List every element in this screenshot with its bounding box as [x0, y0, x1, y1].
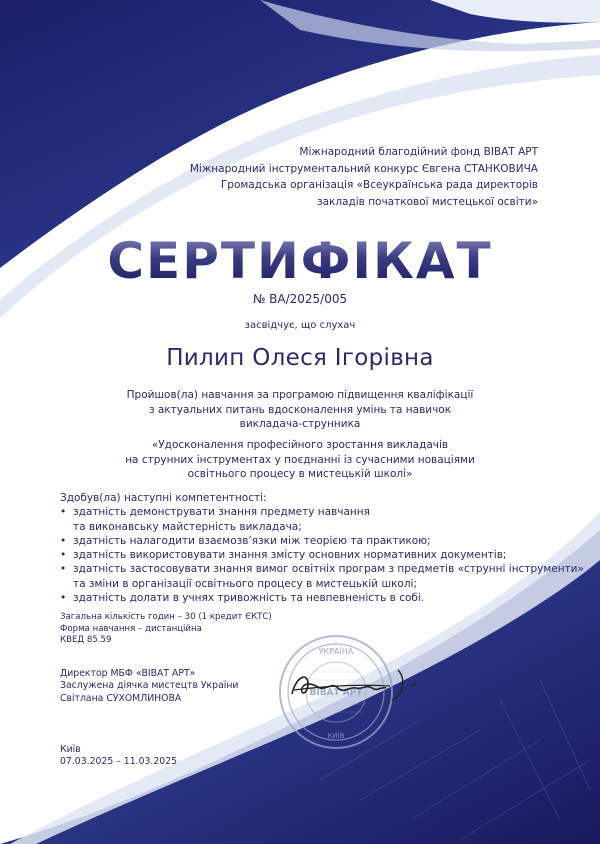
organization-line: закладів початкової мистецької освіти»	[316, 195, 538, 208]
bullet-icon: •	[60, 549, 67, 562]
place-date-block	[60, 744, 177, 769]
organization-line: Міжнародний інструментальний конкурс Євгена СТАНКОВИЧА	[189, 162, 538, 175]
course-meta	[60, 612, 272, 647]
director-block	[60, 668, 238, 705]
competence-item-continuation: та виконавську майстерність викладача;	[73, 520, 302, 533]
program-line: викладача-струнника	[239, 418, 361, 430]
certifies-text: засвідчує, що слухач	[244, 320, 356, 331]
director-name: Світлана СУХОМЛИНОВА	[60, 692, 182, 704]
stamp-bottom-text: КИЇВ	[327, 732, 345, 740]
competences-heading: Здобув(ла) наступні компетентності:	[60, 492, 267, 504]
stamp-center-text: ВІВАТ АРТ	[309, 688, 363, 698]
certificate-number: № ВА/2025/005	[252, 292, 348, 306]
dates-text: 07.03.2025 – 11.03.2025	[60, 756, 178, 768]
certificate-title: СЕРТИФІКАТ	[107, 232, 493, 290]
director-signature	[286, 664, 426, 704]
organization-line: Громадська організація «Всеукраїнська рада директорів	[220, 179, 538, 191]
course-line: освітнього процесу в мистецькій школі»	[187, 468, 413, 480]
competence-item: • здатність застосовувати знання вимог освітніх програм з предметів «струнні інструменти»	[60, 563, 584, 576]
program-line: з актуальних питань вдосконалення умінь та навичок	[148, 403, 452, 416]
competence-item-continuation: та зміни в організації освітнього процесу в мистецькій школі;	[73, 577, 417, 590]
bullet-icon: •	[60, 592, 67, 605]
course-line: на струнних інструментах у поєднанні із сучасними новаціями	[125, 453, 475, 466]
competence-item: • здатність налагодити взаємозв’язки між теорією та практикою;	[60, 534, 431, 547]
form-text: Форма навчання – дистанційна	[60, 623, 202, 634]
hours-text: Загальна кількість годин – 30 (1 кредит ЄКТС)	[60, 612, 272, 622]
stamp-top-text: УКРАЇНА	[318, 647, 354, 656]
bullet-icon: •	[60, 534, 67, 547]
competence-item: • здатність використовувати знання змісту основних нормативних документів;	[60, 549, 507, 562]
course-line: «Удосконалення професійного зростання викладачів	[151, 439, 449, 451]
competence-item: • здатність долати в учнях тривожність та невпевненість в собі.	[60, 592, 425, 605]
bullet-icon: •	[60, 506, 67, 519]
organization-line: Міжнародний благодійний фонд ВІВАТ АРТ	[299, 146, 538, 158]
director-title: Заслужена діячка мистецтв України	[60, 680, 239, 692]
organizations-block	[138, 144, 538, 210]
bullet-icon: •	[60, 563, 67, 576]
recipient-name: Пилип Олеся Ігорівна	[166, 345, 434, 371]
kved-text: КВЕД 85.59	[60, 635, 112, 645]
course-title	[90, 438, 510, 482]
program-description	[100, 388, 500, 432]
competence-item: • здатність демонструвати знання предмету навчання	[60, 506, 370, 519]
program-line: Пройшов(ла) навчання за програмою підвищення кваліфікації	[126, 389, 474, 401]
director-position: Директор МБФ «ВІВАТ АРТ»	[60, 668, 196, 679]
competences-list	[60, 491, 584, 605]
city-text: Київ	[60, 744, 81, 755]
